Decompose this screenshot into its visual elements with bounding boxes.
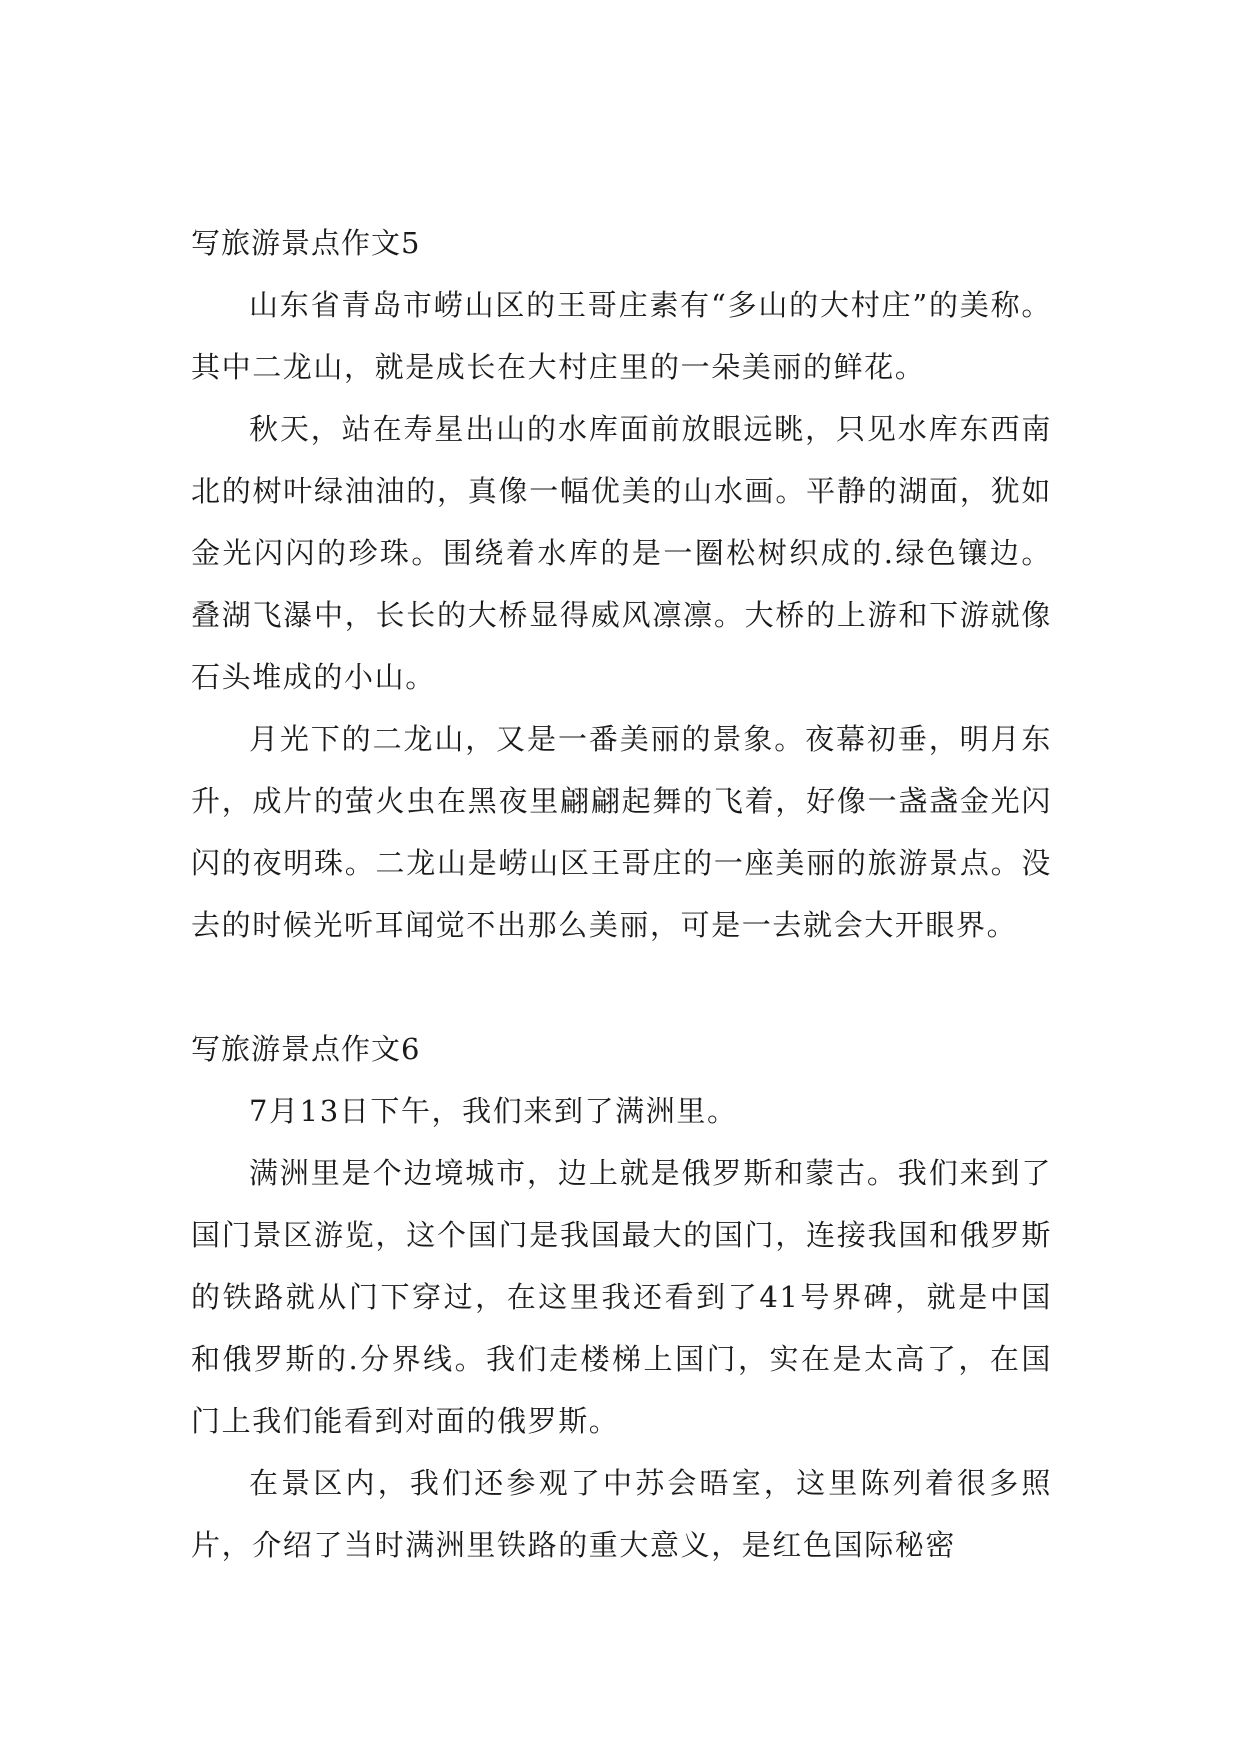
essay-paragraph: 在景区内，我们还参观了中苏会晤室，这里陈列着很多照片，介绍了当时满洲里铁路的重大意义，是红色国际秘密 (191, 1466, 1052, 1562)
essay-title: 写旅游景点作文6 (191, 1032, 421, 1066)
essay-section-5 (191, 212, 1052, 956)
essay-title: 写旅游景点作文5 (191, 226, 421, 260)
essay-paragraph: 7月13日下午，我们来到了满洲里。 (249, 1094, 738, 1128)
essay-section-6 (191, 1018, 1052, 1576)
essay-paragraph: 山东省青岛市崂山区的王哥庄素有“多山的大村庄”的美称。其中二龙山，就是成长在大村庄里的一朵美丽的鲜花。 (191, 288, 1052, 384)
essay-paragraph: 月光下的二龙山，又是一番美丽的景象。夜幕初垂，明月东升，成片的萤火虫在黑夜里翩翩起舞的飞着，好像一盏盏金光闪闪的夜明珠。二龙山是崂山区王哥庄的一座美丽的旅游景点。没去的时候光听耳闻觉不出那么美丽，可是一去就会大开眼界。 (191, 722, 1052, 942)
essay-paragraph: 秋天，站在寿星出山的水库面前放眼远眺，只见水库东西南北的树叶绿油油的，真像一幅优美的山水画。平静的湖面，犹如金光闪闪的珍珠。围绕着水库的是一圈松树织成的.绿色镶边。叠湖飞瀑中，长长的大桥显得威风凛凛。大桥的上游和下游就像石头堆成的小山。 (191, 412, 1052, 694)
essay-paragraph: 满洲里是个边境城市，边上就是俄罗斯和蒙古。我们来到了国门景区游览，这个国门是我国最大的国门，连接我国和俄罗斯的铁路就从门下穿过，在这里我还看到了41号界碑，就是中国和俄罗斯的.分界线。我们走楼梯上国门，实在是太高了，在国门上我们能看到对面的俄罗斯。 (191, 1156, 1052, 1438)
document-body (191, 212, 1052, 1576)
